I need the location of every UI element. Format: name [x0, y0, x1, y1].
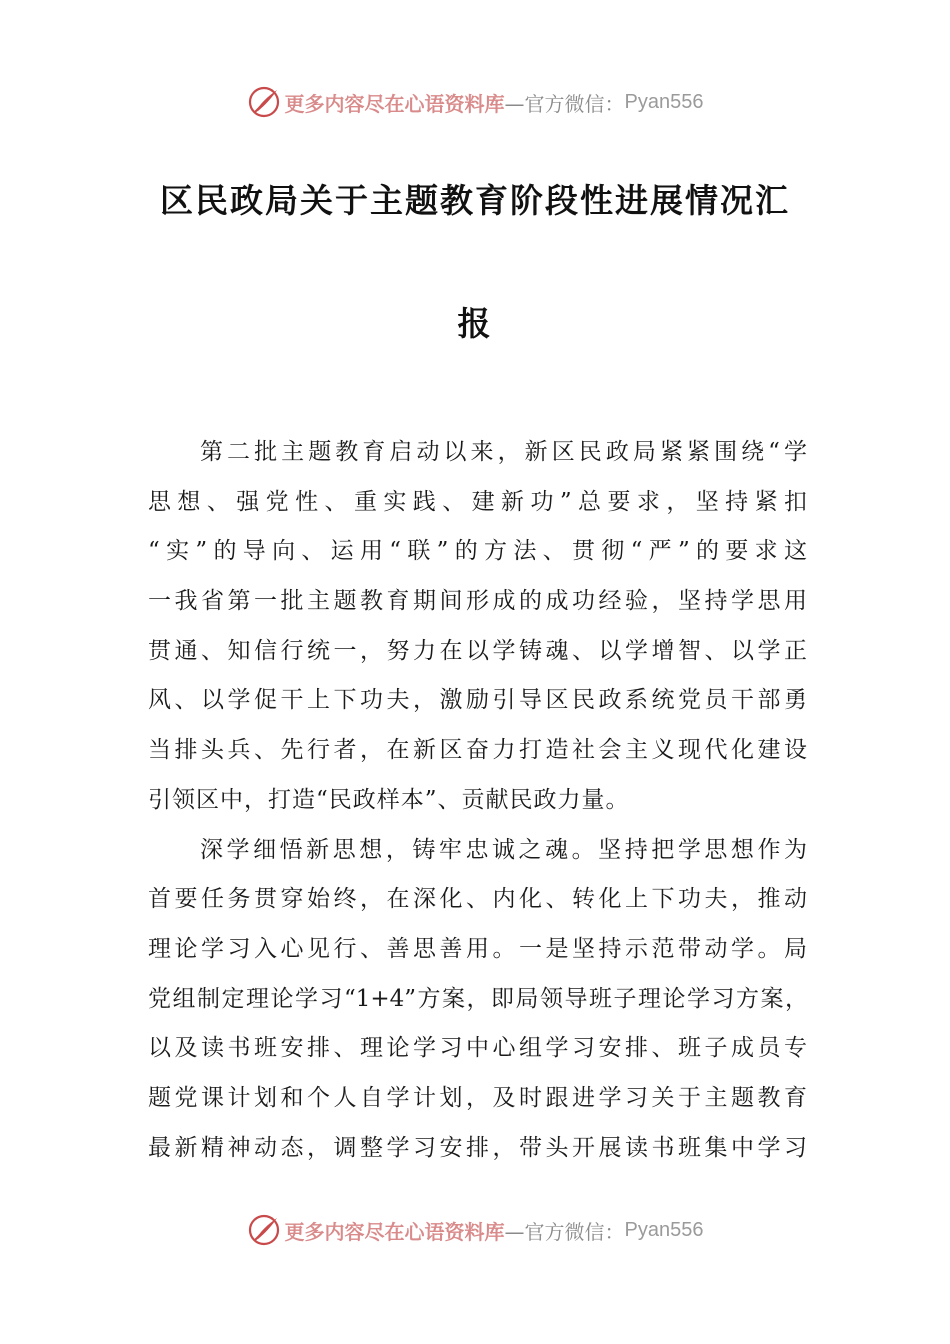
quill-logo-icon [247, 85, 281, 119]
watermark-text-site: 更多内容尽在心语资料库 [284, 91, 505, 116]
body-line: 以及读书班安排、理论学习中心组学习安排、班子成员专 [148, 1035, 808, 1062]
watermark-text-id: Pyan556 [624, 90, 704, 113]
body-line: 深学细悟新思想，铸牢忠诚之魂。坚持把学思想作为 [200, 836, 808, 863]
quill-logo-icon [247, 1213, 281, 1247]
body-line: 党组制定理论学习“1+4”方案，即局领导班子理论学习方案， [148, 985, 808, 1012]
body-line: 第二批主题教育启动以来，新区民政局紧紧围绕“学 [200, 439, 808, 465]
watermark-text-wechat: —官方微信： [504, 1219, 625, 1244]
watermark-text-wechat: —官方微信： [504, 91, 625, 116]
document-title-line-1: 区民政局关于主题教育阶段性进展情况汇 [160, 181, 790, 220]
body-line: 思想、强党性、重实践、建新功”总要求，坚持紧扣 [148, 488, 808, 515]
watermark-text-site: 更多内容尽在心语资料库 [284, 1219, 505, 1244]
body-line: 最新精神动态，调整学习安排，带头开展读书班集中学习 [148, 1134, 808, 1161]
document-body [148, 428, 808, 1173]
watermark-bottom [0, 1210, 950, 1250]
body-line: 引领区中，打造“民政样本”、贡献民政力量。 [148, 786, 630, 813]
body-line: 一我省第一批主题教育期间形成的成功经验，坚持学思用 [148, 588, 808, 615]
body-line: 首要任务贯穿始终，在深化、内化、转化上下功夫，推动 [148, 886, 808, 913]
body-line: 当排头兵、先行者，在新区奋力打造社会主义现代化建设 [148, 737, 808, 764]
body-line: 理论学习入心见行、善思善用。一是坚持示范带动学。局 [148, 935, 808, 962]
watermark-text-id: Pyan556 [624, 1218, 704, 1241]
body-line: 风、以学促干上下功夫，激励引导区民政系统党员干部勇 [148, 687, 808, 714]
body-line: “实”的导向、运用“联”的方法、贯彻“严”的要求这 [148, 538, 808, 565]
body-line: 贯通、知信行统一，努力在以学铸魂、以学增智、以学正 [148, 637, 808, 664]
watermark-top [0, 82, 950, 122]
body-line: 题党课计划和个人自学计划，及时跟进学习关于主题教育 [148, 1084, 808, 1111]
document-title-line-2: 报 [457, 304, 493, 343]
